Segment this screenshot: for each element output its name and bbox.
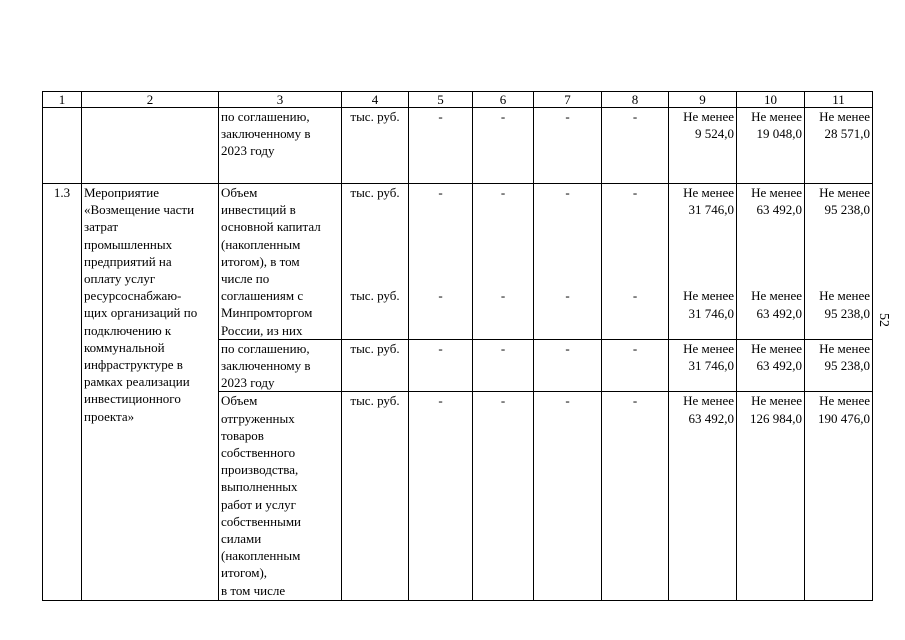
value-cell: - bbox=[602, 108, 669, 184]
value-cell: - bbox=[473, 392, 534, 601]
value-cell: - bbox=[534, 339, 602, 392]
indicator-cell: Объем инвестиций в основной капитал (накопленным итогом), в том числе по соглашениям с Минпромторгом России, из них bbox=[219, 184, 342, 340]
col-number-5: 5 bbox=[409, 92, 473, 108]
value-cell: - - bbox=[602, 184, 669, 340]
value-cell: Не менее 28 571,0 bbox=[805, 108, 873, 184]
value-cell: Не менее 63 492,0 bbox=[669, 392, 737, 601]
col-number-7: 7 bbox=[534, 92, 602, 108]
indicator-cell: Объем отгруженных товаров собственного производства, выполненных работ и услуг собственными силами (накопленным итогом), в том числе bbox=[219, 392, 342, 601]
value-cell: - bbox=[534, 108, 602, 184]
value-cell: Не менее 95 238,0 Не менее 95 238,0 bbox=[805, 184, 873, 340]
value-cell: - bbox=[473, 339, 534, 392]
indicator-cell: по соглашению, заключенному в 2023 году bbox=[219, 339, 342, 392]
measure-name: Мероприятие «Возмещение части затрат промышленных предприятий на оплату услуг ресурсоснабжаю- щих организаций по подключению к коммунальной инфраструктуре в рамках реализации инвестиционного проекта» bbox=[82, 184, 219, 601]
table-row-continued bbox=[43, 108, 873, 184]
value-cell: - bbox=[409, 339, 473, 392]
indicators-table bbox=[42, 91, 873, 601]
value-cell: Не менее 95 238,0 bbox=[805, 339, 873, 392]
value-cell: Не менее 190 476,0 bbox=[805, 392, 873, 601]
value-cell: - bbox=[602, 339, 669, 392]
value-cell: Не менее 126 984,0 bbox=[737, 392, 805, 601]
unit-cell: тыс. руб. bbox=[342, 392, 409, 601]
col-number-8: 8 bbox=[602, 92, 669, 108]
value-cell: - - bbox=[534, 184, 602, 340]
value-cell: Не менее 9 524,0 bbox=[669, 108, 737, 184]
value-cell: - bbox=[534, 392, 602, 601]
column-numbers-row bbox=[43, 92, 873, 108]
value-cell: - bbox=[602, 392, 669, 601]
table-row-investments bbox=[43, 184, 873, 340]
col-number-9: 9 bbox=[669, 92, 737, 108]
unit-cell: тыс. руб. bbox=[342, 108, 409, 184]
value-cell: - bbox=[473, 108, 534, 184]
col-number-11: 11 bbox=[805, 92, 873, 108]
value-cell: - - bbox=[409, 184, 473, 340]
col-number-4: 4 bbox=[342, 92, 409, 108]
value-cell: - - bbox=[473, 184, 534, 340]
value-cell: Не менее 31 746,0 Не менее 31 746,0 bbox=[669, 184, 737, 340]
col-number-2: 2 bbox=[82, 92, 219, 108]
value-cell: Не менее 63 492,0 Не менее 63 492,0 bbox=[737, 184, 805, 340]
col-number-6: 6 bbox=[473, 92, 534, 108]
col-number-1: 1 bbox=[43, 92, 82, 108]
value-cell: Не менее 31 746,0 bbox=[669, 339, 737, 392]
value-cell: - bbox=[409, 392, 473, 601]
unit-cell: тыс. руб. bbox=[342, 339, 409, 392]
section-number: 1.3 bbox=[43, 184, 82, 601]
unit-cell: тыс. руб. тыс. руб. bbox=[342, 184, 409, 340]
page-number: 52 bbox=[876, 313, 891, 327]
value-cell: Не менее 63 492,0 bbox=[737, 339, 805, 392]
col-number-10: 10 bbox=[737, 92, 805, 108]
value-cell: Не менее 19 048,0 bbox=[737, 108, 805, 184]
value-cell: - bbox=[409, 108, 473, 184]
indicator-cell: по соглашению, заключенному в 2023 году bbox=[219, 108, 342, 184]
col-number-3: 3 bbox=[219, 92, 342, 108]
